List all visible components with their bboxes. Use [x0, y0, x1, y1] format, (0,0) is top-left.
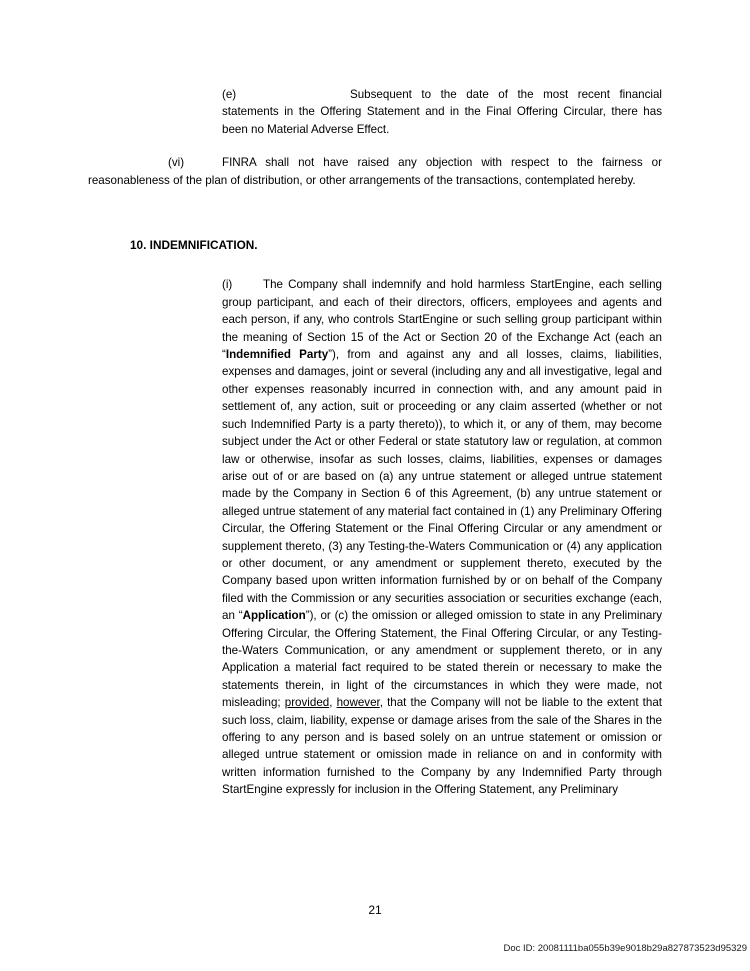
- text-segment-defined-term: Indemnified Party: [225, 348, 329, 362]
- paragraph-i: [222, 276, 662, 798]
- paragraph-e-text: Subsequent to the date of the most recent financial statements in the Offering Statement and in the Final Offering Circular, there has been no Material Adverse Effect.: [222, 88, 662, 136]
- paragraph-e-label: (e): [222, 88, 237, 101]
- text-segment: The Company shall indemnify and hold harmless StartEngine, each selling group participant, and each of their directors, officers, employees and agents and each person, if any, who controls StartEngine or such selling group participant within the meaning of Section 15 of the Act or Section 20 of the Exchange Act (each an “: [222, 278, 662, 362]
- paragraph-e: [222, 86, 662, 138]
- text-segment: ”), from and against any and all losses, claims, liabilities, expenses and damages, joint or several (including any and all investigative, legal and other expenses reasonably incurred in connection with, and any amount paid in settlement of, any action, suit or proceeding or any claim asserted (whether or not such Indemnified Party is a party thereto)), to which it, or any of them, may become subject under the Act or other Federal or state statutory law or regulation, at common law or otherwise, insofar as such losses, claims, liabilities, expenses or damages arise out of or are based on (a) any untrue statement or alleged untrue statement made by the Company in Section 6 of this Agreement, (b) any untrue statement or alleged untrue statement of any material fact contained in (1) any Preliminary Offering Circular, the Offering Statement or the Final Offering Circular or any amendment or supplement thereto, (3) any Testing-the-Waters Communication or (4) any application or other document, or any amendment or supplement thereto, executed by the Company based upon written information furnished by or on behalf of the Company filed with the Commission or any securities association or securities exchange (each, an “: [222, 348, 662, 623]
- text-segment: ”), or (c) the omission or alleged omission to state in any Preliminary Offering Circular, the Offering Statement, the Final Offering Circular, or any Testing-the-Waters Communication, or any amendment or supplement thereto, or in any Application a material fact required to be stated therein or necessary to make the statements therein, in light of the circumstances in which they were made, not misleading;: [222, 609, 663, 710]
- text-segment: , that the Company will not be liable to the extent that such loss, claim, liability, expense or damage arises from the sale of the Shares in the offering to any person and is based solely on an untrue statement or omission or alleged untrue statement or omission made in reliance on and in conformity with written information furnished to the Company by any Indemnified Party through StartEngine expressly for inclusion in the Offering Statement, any Preliminary: [222, 696, 662, 797]
- paragraph-vi-label: (vi): [168, 156, 185, 170]
- section-heading: 10. INDEMNIFICATION.: [130, 238, 258, 253]
- page-number: 21: [368, 903, 382, 917]
- paragraph-i-label: (i): [222, 278, 233, 292]
- document-body: [88, 0, 662, 799]
- paragraph-vi-text: FINRA shall not have raised any objection with respect to the fairness or reasonableness of the plan of distribution, or other arrangements of the transactions, contemplated hereby.: [88, 156, 662, 187]
- text-segment-underlined: however: [336, 696, 380, 710]
- doc-id-footer: Doc ID: 20081111ba055b39e9018b29a827873523d95329: [503, 943, 747, 954]
- paragraph-vi: [88, 154, 662, 189]
- text-segment-underlined: provided: [284, 696, 330, 710]
- text-segment: ,: [329, 696, 337, 710]
- text-segment-defined-term: Application: [242, 609, 306, 623]
